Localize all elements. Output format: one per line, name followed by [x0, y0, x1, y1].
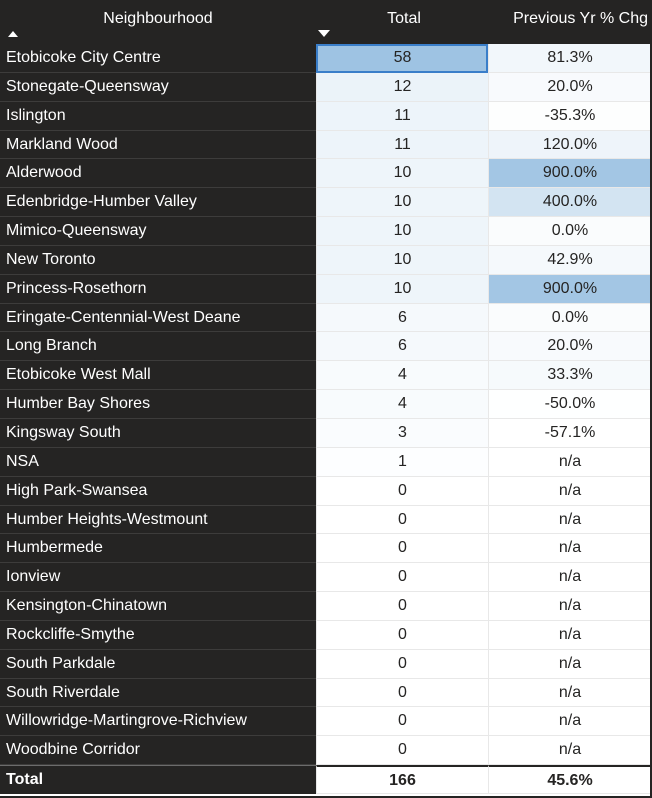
- row-total: 0: [316, 679, 488, 708]
- row-neighbourhood: Stonegate-Queensway: [0, 73, 316, 102]
- row-neighbourhood: Kingsway South: [0, 419, 316, 448]
- row-total: 0: [316, 534, 488, 563]
- row-previous-yr-pct-chg: 20.0%: [488, 332, 652, 361]
- row-neighbourhood: Princess-Rosethorn: [0, 275, 316, 304]
- row-total: 4: [316, 361, 488, 390]
- row-neighbourhood: Long Branch: [0, 332, 316, 361]
- total-row: [0, 765, 652, 794]
- row-neighbourhood: Humber Heights-Westmount: [0, 506, 316, 535]
- row-previous-yr-pct-chg: n/a: [488, 650, 652, 679]
- table-header: [0, 0, 652, 44]
- row-neighbourhood: Alderwood: [0, 159, 316, 188]
- table-row[interactable]: [0, 448, 652, 477]
- table-row[interactable]: [0, 159, 652, 188]
- row-total: 3: [316, 419, 488, 448]
- row-total: 4: [316, 390, 488, 419]
- row-total: 10: [316, 188, 488, 217]
- row-total: 58: [316, 44, 488, 73]
- sort-descending-icon[interactable]: [318, 30, 330, 37]
- sort-ascending-icon[interactable]: [8, 31, 18, 37]
- table-row[interactable]: [0, 650, 652, 679]
- column-header-label: Total: [387, 10, 421, 27]
- column-header-label: Neighbourhood: [103, 10, 213, 27]
- table-row[interactable]: [0, 390, 652, 419]
- row-previous-yr-pct-chg: 20.0%: [488, 73, 652, 102]
- row-previous-yr-pct-chg: -57.1%: [488, 419, 652, 448]
- table-row[interactable]: [0, 102, 652, 131]
- table-row[interactable]: [0, 44, 652, 73]
- row-total: 0: [316, 477, 488, 506]
- column-header-total[interactable]: [316, 0, 488, 44]
- row-neighbourhood: Willowridge-Martingrove-Richview: [0, 707, 316, 736]
- table-row[interactable]: [0, 275, 652, 304]
- row-previous-yr-pct-chg: n/a: [488, 707, 652, 736]
- row-previous-yr-pct-chg: 400.0%: [488, 188, 652, 217]
- table-row[interactable]: [0, 592, 652, 621]
- row-previous-yr-pct-chg: n/a: [488, 448, 652, 477]
- row-total: 0: [316, 736, 488, 765]
- row-total: 10: [316, 275, 488, 304]
- column-header-previous-yr-pct-chg[interactable]: [488, 0, 652, 44]
- row-neighbourhood: Woodbine Corridor: [0, 736, 316, 765]
- row-previous-yr-pct-chg: n/a: [488, 736, 652, 765]
- column-header-label: Previous Yr % Chg: [513, 10, 648, 27]
- row-previous-yr-pct-chg: -35.3%: [488, 102, 652, 131]
- row-previous-yr-pct-chg: 33.3%: [488, 361, 652, 390]
- row-total: 10: [316, 217, 488, 246]
- row-previous-yr-pct-chg: n/a: [488, 679, 652, 708]
- table-row[interactable]: [0, 736, 652, 765]
- table-row[interactable]: [0, 477, 652, 506]
- row-neighbourhood: New Toronto: [0, 246, 316, 275]
- row-previous-yr-pct-chg: n/a: [488, 506, 652, 535]
- row-total: 0: [316, 563, 488, 592]
- row-neighbourhood: Etobicoke West Mall: [0, 361, 316, 390]
- table-body: [0, 44, 652, 765]
- column-header-neighbourhood[interactable]: [0, 0, 316, 44]
- table-row[interactable]: [0, 621, 652, 650]
- row-neighbourhood: Humber Bay Shores: [0, 390, 316, 419]
- row-neighbourhood: Edenbridge-Humber Valley: [0, 188, 316, 217]
- table-row[interactable]: [0, 246, 652, 275]
- table-row[interactable]: [0, 361, 652, 390]
- table-row[interactable]: [0, 707, 652, 736]
- table-row[interactable]: [0, 679, 652, 708]
- row-total: 0: [316, 621, 488, 650]
- row-previous-yr-pct-chg: 42.9%: [488, 246, 652, 275]
- row-neighbourhood: Ionview: [0, 563, 316, 592]
- row-previous-yr-pct-chg: 120.0%: [488, 131, 652, 160]
- row-neighbourhood: Eringate-Centennial-West Deane: [0, 304, 316, 333]
- table-row[interactable]: [0, 188, 652, 217]
- row-neighbourhood: Humbermede: [0, 534, 316, 563]
- row-total: 0: [316, 506, 488, 535]
- row-neighbourhood: Islington: [0, 102, 316, 131]
- table-row[interactable]: [0, 506, 652, 535]
- row-previous-yr-pct-chg: n/a: [488, 534, 652, 563]
- row-previous-yr-pct-chg: n/a: [488, 563, 652, 592]
- row-previous-yr-pct-chg: n/a: [488, 477, 652, 506]
- total-row-label: Total: [0, 765, 316, 794]
- row-total: 0: [316, 650, 488, 679]
- row-neighbourhood: High Park-Swansea: [0, 477, 316, 506]
- table-row[interactable]: [0, 73, 652, 102]
- row-neighbourhood: Markland Wood: [0, 131, 316, 160]
- table-row[interactable]: [0, 131, 652, 160]
- row-previous-yr-pct-chg: n/a: [488, 621, 652, 650]
- row-total: 10: [316, 246, 488, 275]
- row-neighbourhood: NSA: [0, 448, 316, 477]
- row-total: 6: [316, 304, 488, 333]
- row-total: 1: [316, 448, 488, 477]
- table-row[interactable]: [0, 304, 652, 333]
- row-total: 6: [316, 332, 488, 361]
- row-neighbourhood: South Parkdale: [0, 650, 316, 679]
- row-neighbourhood: Kensington-Chinatown: [0, 592, 316, 621]
- row-total: 0: [316, 707, 488, 736]
- row-previous-yr-pct-chg: 900.0%: [488, 159, 652, 188]
- row-total: 12: [316, 73, 488, 102]
- table-row[interactable]: [0, 332, 652, 361]
- row-total: 10: [316, 159, 488, 188]
- total-row-chg: 45.6%: [488, 765, 652, 794]
- row-neighbourhood: Mimico-Queensway: [0, 217, 316, 246]
- row-previous-yr-pct-chg: -50.0%: [488, 390, 652, 419]
- total-row-total: 166: [316, 765, 488, 794]
- row-neighbourhood: Etobicoke City Centre: [0, 44, 316, 73]
- table-row[interactable]: [0, 534, 652, 563]
- row-previous-yr-pct-chg: 900.0%: [488, 275, 652, 304]
- row-previous-yr-pct-chg: n/a: [488, 592, 652, 621]
- row-previous-yr-pct-chg: 0.0%: [488, 217, 652, 246]
- row-total: 11: [316, 131, 488, 160]
- row-neighbourhood: Rockcliffe-Smythe: [0, 621, 316, 650]
- row-neighbourhood: South Riverdale: [0, 679, 316, 708]
- table-row[interactable]: [0, 217, 652, 246]
- row-total: 0: [316, 592, 488, 621]
- row-total: 11: [316, 102, 488, 131]
- row-previous-yr-pct-chg: 0.0%: [488, 304, 652, 333]
- table-row[interactable]: [0, 419, 652, 448]
- row-previous-yr-pct-chg: 81.3%: [488, 44, 652, 73]
- table-row[interactable]: [0, 563, 652, 592]
